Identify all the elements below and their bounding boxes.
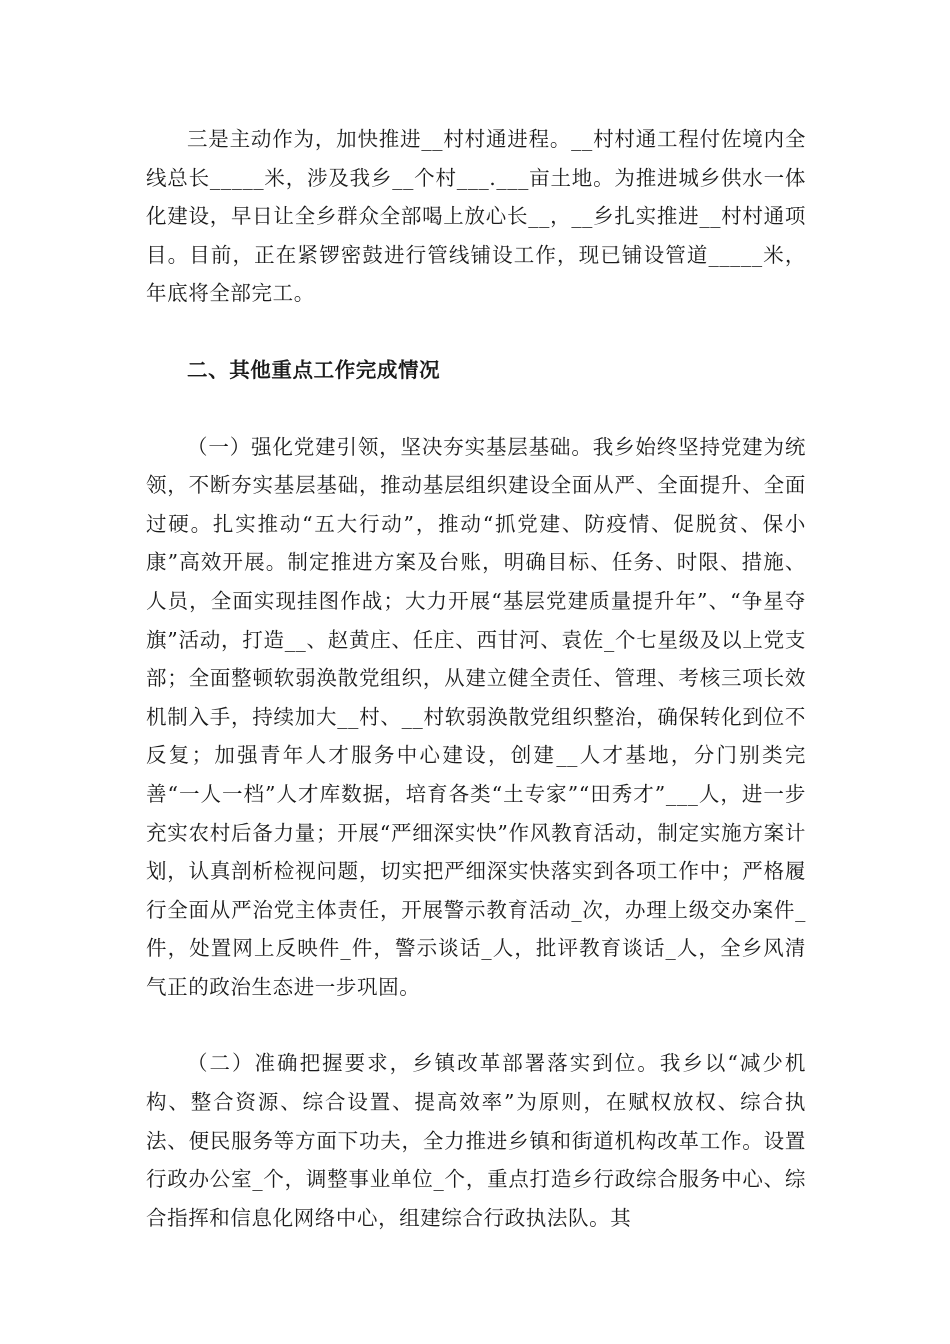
document-body (146, 120, 806, 1237)
paragraph-township-reform: （二）准确把握要求，乡镇改革部署落实到位。我乡以“减少机构、整合资源、综合设置、提高效率”为原则，在赋权放权、综合执法、便民服务等方面下功夫，全力推进乡镇和街道机构改革工作。设置行政办公室_个，调整事业单位_个，重点打造乡行政综合服务中心、综合指挥和信息化网络中心，组建综合行政执法队。其 (146, 1051, 806, 1230)
paragraph-village-connection: 三是主动作为，加快推进__村村通进程。__村村通工程付佐境内全线总长_____米，涉及我乡__个村___.___亩土地。为推进城乡供水一体化建设，早日让全乡群众全部喝上放心长__，__乡扎实推进__村村通项目。目前，正在紧锣密鼓进行管线铺设工作，现已铺设管道_____米，年底将全部完工。 (146, 127, 806, 306)
paragraph-party-building: （一）强化党建引领，坚决夯实基层基础。我乡始终坚持党建为统领，不断夯实基层基础，推动基层组织建设全面从严、全面提升、全面过硬。扎实推动“五大行动”，推动“抓党建、防疫情、促脱贫、保小康”高效开展。制定推进方案及台账，明确目标、任务、时限、措施、人员，全面实现挂图作战；大力开展“基层党建质量提升年”、“争星夺旗”活动，打造__、赵黄庄、任庄、西甘河、袁佐_个七星级及以上党支部；全面整顿软弱涣散党组织，从建立健全责任、管理、考核三项长效机制入手，持续加大__村、__村软弱涣散党组织整治，确保转化到位不反复；加强青年人才服务中心建设，创建__人才基地，分门别类完善“一人一档”人才库数据，培育各类“土专家”“田秀才”___人，进一步充实农村后备力量；开展“严细深实快”作风教育活动，制定实施方案计划，认真剖析检视问题，切实把严细深实快落实到各项工作中；严格履行全面从严治党主体责任，开展警示教育活动_次，办理上级交办案件_件，处置网上反映件_件，警示谈话_人，批评教育谈话_人，全乡风清气正的政治生态进一步巩固。 (146, 434, 806, 999)
section-heading: 二、其他重点工作完成情况 (187, 357, 441, 382)
